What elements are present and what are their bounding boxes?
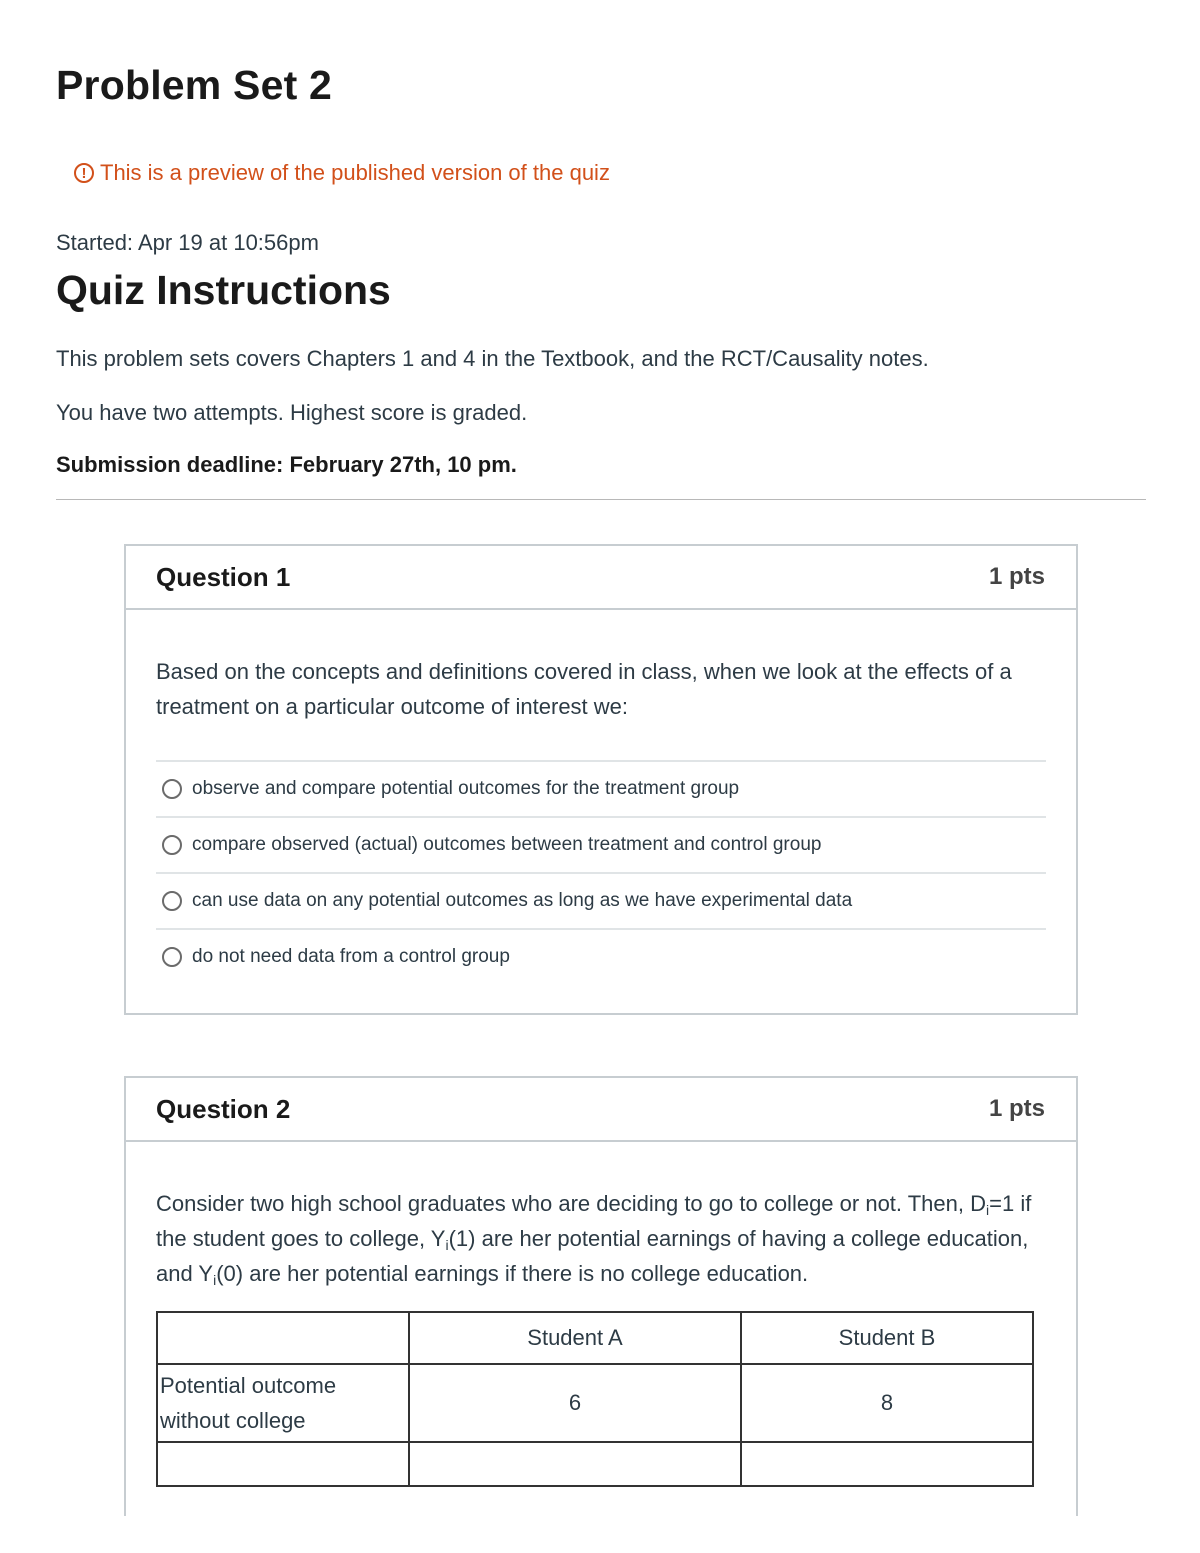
preview-notice-text: This is a preview of the published version of the quiz: [100, 160, 610, 185]
question-title: Question 2: [156, 1093, 291, 1124]
table-header-cell: [157, 1312, 409, 1364]
table-cell: 8: [741, 1364, 1033, 1442]
table-cell: [741, 1442, 1033, 1486]
question-text: Consider two high school graduates who are deciding to go to college or not. Then, $D_i=1$ if the student goes to college, $Y_i(1)$ are her potential earnings of having a college education, and $Y_i(0)$ are her potential earnings if there is no college education.: [156, 1191, 1032, 1288]
submission-deadline: Submission deadline: February 27th, 10 pm.: [56, 452, 517, 477]
table-header-cell: Student B: [741, 1312, 1033, 1364]
warning-icon: !: [74, 163, 94, 183]
answer-label[interactable]: can use data on any potential outcomes as long as we have experimental data: [192, 890, 853, 911]
preview-notice: [74, 160, 610, 186]
question-body: [126, 1142, 1076, 1487]
question-title: Question 1: [156, 561, 291, 592]
instructions-heading: Quiz Instructions: [56, 267, 391, 313]
radio-button[interactable]: [162, 779, 182, 799]
answer-label[interactable]: observe and compare potential outcomes for the treatment group: [192, 778, 740, 799]
question-2: [124, 1076, 1078, 1516]
answer-label[interactable]: compare observed (actual) outcomes between treatment and control group: [192, 834, 822, 855]
question-body: [126, 610, 1076, 984]
question-text: Based on the concepts and definitions covered in class, when we look at the effects of a treatment on a particular outcome of interest we:: [156, 659, 1012, 719]
answer-option[interactable]: [156, 930, 1046, 984]
table-cell: [409, 1442, 741, 1486]
answer-label[interactable]: do not need data from a control group: [192, 946, 510, 967]
instructions-line-2: You have two attempts. Highest score is graded.: [56, 400, 528, 425]
answer-option[interactable]: [156, 818, 1046, 874]
radio-button[interactable]: [162, 947, 182, 967]
started-timestamp: Started: Apr 19 at 10:56pm: [56, 230, 319, 255]
answer-option[interactable]: [156, 762, 1046, 818]
table-header-row: [157, 1312, 1033, 1364]
radio-button[interactable]: [162, 835, 182, 855]
table-row-label: Potential outcome without college: [157, 1364, 409, 1442]
table-cell: 6: [409, 1364, 741, 1442]
table-row: [157, 1442, 1033, 1486]
question-header: [126, 546, 1076, 610]
radio-button[interactable]: [162, 891, 182, 911]
question-points: 1 pts: [988, 1095, 1045, 1122]
divider: [56, 499, 1146, 500]
table-header-cell: Student A: [409, 1312, 741, 1364]
question-1: [124, 544, 1078, 1015]
instructions-line-1: This problem sets covers Chapters 1 and 4 in the Textbook, and the RCT/Causality notes.: [56, 346, 929, 371]
page-title: Problem Set 2: [56, 62, 333, 108]
question-points: 1 pts: [988, 563, 1045, 590]
answer-list: [156, 760, 1046, 984]
table-row: [157, 1364, 1033, 1442]
table-row-label: [157, 1442, 409, 1486]
earnings-table: [156, 1311, 1034, 1487]
question-header: [126, 1078, 1076, 1142]
answer-option[interactable]: [156, 874, 1046, 930]
